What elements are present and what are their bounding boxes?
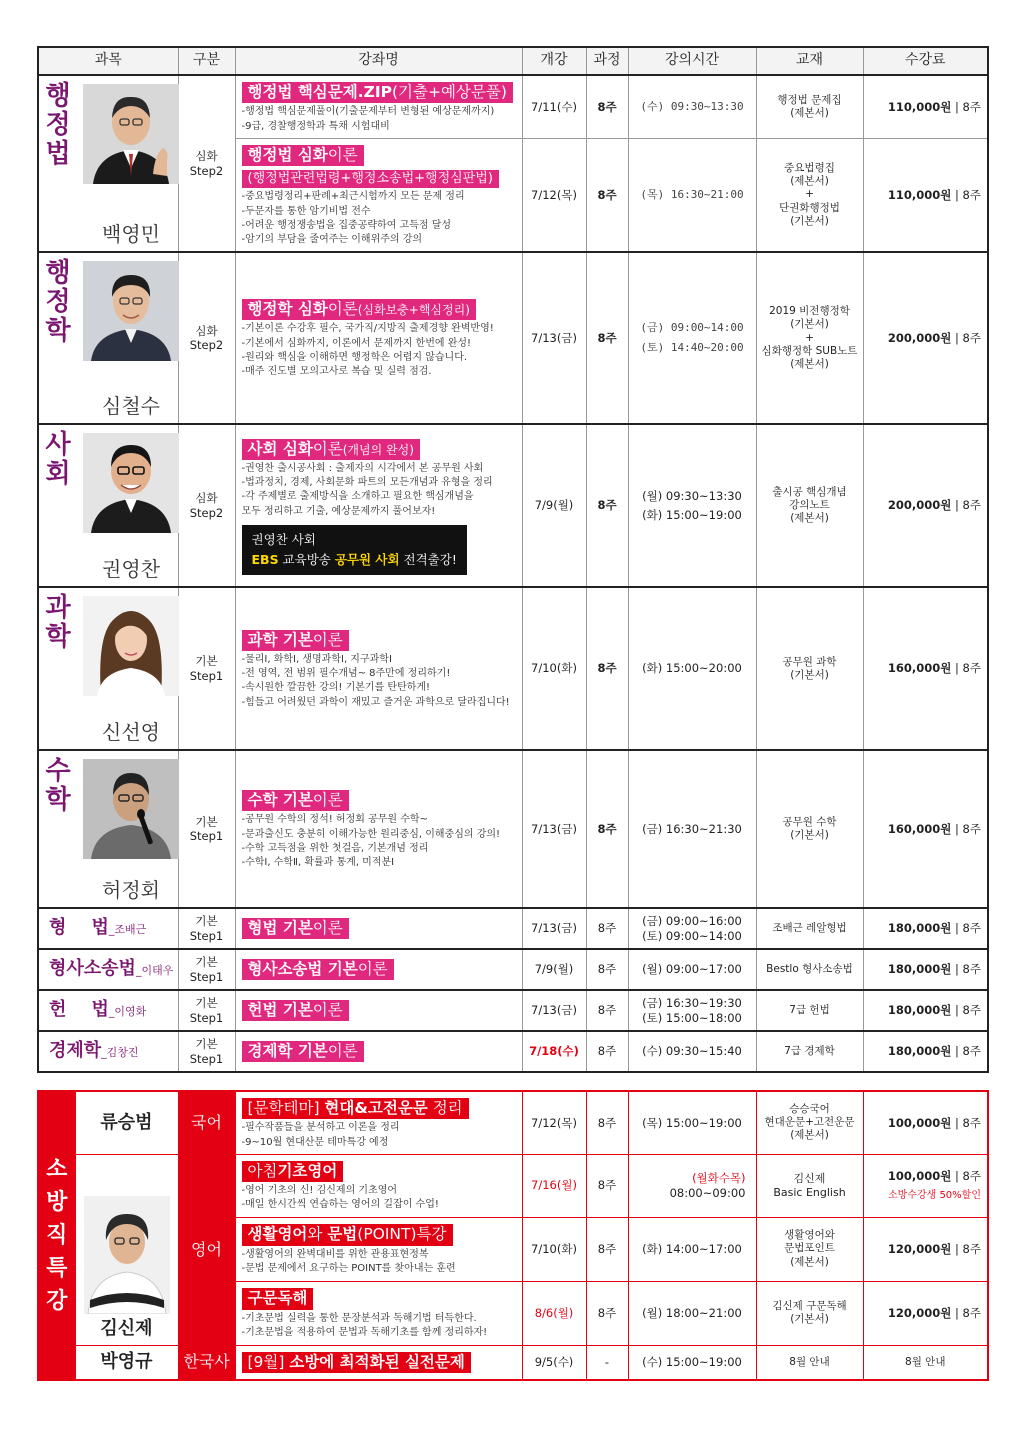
table-row bbox=[38, 908, 988, 949]
course-cell bbox=[235, 1345, 522, 1380]
division-cell: 기본 Step1 bbox=[178, 949, 235, 990]
period: 8주 bbox=[586, 1031, 628, 1072]
teacher-name: 권영찬 bbox=[102, 557, 160, 582]
course-cell bbox=[235, 750, 522, 908]
course-title: 아침기초영어 bbox=[242, 1161, 344, 1182]
fee: 180,000원 | 8주 bbox=[863, 1031, 988, 1072]
fire-special-table bbox=[37, 1090, 989, 1381]
lecture-time: (금) 09:00~16:00 (토) 09:00~14:00 bbox=[628, 908, 756, 949]
period: - bbox=[586, 1345, 628, 1380]
subject-cell bbox=[38, 750, 178, 908]
course-title: 사회 심화이론(개념의 완성) bbox=[242, 439, 420, 460]
lecture-time: (월) 09:00~17:00 bbox=[628, 949, 756, 990]
subject-cell bbox=[38, 75, 178, 252]
subject-title: 행 정 학 bbox=[45, 258, 71, 347]
subject-cell: 경제학_김창진 bbox=[38, 1031, 178, 1072]
lecture-time: (월화수목) 08:00~09:00 bbox=[628, 1154, 756, 1217]
fee: 110,000원 | 8주 bbox=[863, 138, 988, 252]
course-title: 과학 기본이론 bbox=[242, 630, 349, 651]
teacher-cell bbox=[75, 1154, 178, 1345]
period: 8주 bbox=[586, 1091, 628, 1154]
fee: 110,000원 | 8주 bbox=[863, 75, 988, 138]
teacher-photo bbox=[83, 84, 179, 184]
start-date: 7/13(금) bbox=[522, 908, 586, 949]
course-title: [9월] 소방에 최적화된 실전문제 bbox=[242, 1352, 471, 1373]
textbook: 김신제 구문독해 (기본서) bbox=[756, 1281, 863, 1345]
course-title: 행정법 심화이론 bbox=[242, 145, 364, 166]
textbook: 중요법령집 (제본서) + 단권화행정법 (기본서) bbox=[756, 138, 863, 252]
header-course: 강좌명 bbox=[235, 47, 522, 75]
course-description: -생활영어의 완벽대비를 위한 관용표현정복 -문법 문제에서 요구하는 POINT를 찾아내는 훈련 bbox=[241, 1248, 456, 1274]
division-cell: 기본 Step1 bbox=[178, 990, 235, 1031]
start-date: 7/13(금) bbox=[522, 990, 586, 1031]
fee: 180,000원 | 8주 bbox=[863, 990, 988, 1031]
course-cell bbox=[235, 424, 522, 587]
table-row bbox=[38, 587, 988, 750]
textbook: 조배근 레알형법 bbox=[756, 908, 863, 949]
start-date: 7/9(월) bbox=[522, 949, 586, 990]
subject-cell: 형 법_조배근 bbox=[38, 908, 178, 949]
lecture-time: (월) 18:00~21:00 bbox=[628, 1281, 756, 1345]
period: 8주 bbox=[586, 1281, 628, 1345]
period: 8주 bbox=[586, 908, 628, 949]
table-row bbox=[38, 949, 988, 990]
table-row bbox=[38, 990, 988, 1031]
division-cell: 기본 Step1 bbox=[178, 1031, 235, 1072]
subject-cell bbox=[38, 587, 178, 750]
start-date: 7/9(월) bbox=[522, 424, 586, 587]
period: 8주 bbox=[586, 424, 628, 587]
course-cell bbox=[235, 587, 522, 750]
division-cell: 기본 Step1 bbox=[178, 750, 235, 908]
division-cell: 기본 Step1 bbox=[178, 908, 235, 949]
course-title: 행정학 심화이론(심화보충+핵심정리) bbox=[242, 299, 476, 320]
teacher-name: 심철수 bbox=[102, 394, 160, 419]
course-title: 구문독해 bbox=[242, 1288, 314, 1309]
course-cell bbox=[235, 1154, 522, 1217]
start-date: 9/5(수) bbox=[522, 1345, 586, 1380]
division-cell: 심화 Step2 bbox=[178, 424, 235, 587]
course-description: -기본이론 수강후 필수, 국가직/지방직 출제경향 완벽반영! -기본에서 심화까지, 이론에서 문제까지 한번에 완성! -원리와 핵심을 이해하면 행정학은 어렵지 않습니다. -매주 진도별 모의고사로 복습 및 실력 점검. bbox=[241, 323, 494, 377]
lecture-time: (금) 16:30~21:30 bbox=[628, 750, 756, 908]
textbook: 2019 비전행정학 (기본서) + 심화행정학 SUB노트 (제본서) bbox=[756, 252, 863, 424]
subject-title: 과 학 bbox=[45, 593, 71, 653]
course-description: -공무원 수학의 정석! 허정회 공무원 수학~ -문과출신도 충분히 이해가능한 원리중심, 이해중심의 강의! -수학 고득점을 위한 첫걸음, 기본개념 정리 -수학Ⅰ, 수학Ⅱ, 확률과 통계, 미적분Ⅰ bbox=[241, 814, 501, 868]
period: 8주 bbox=[586, 252, 628, 424]
start-date: 7/18(수) bbox=[522, 1031, 586, 1072]
textbook: Bestlo 형사소송법 bbox=[756, 949, 863, 990]
textbook: 출시공 핵심개념 강의노트 (제본서) bbox=[756, 424, 863, 587]
start-date: 7/16(월) bbox=[522, 1154, 586, 1217]
textbook: 공무원 과학 (기본서) bbox=[756, 587, 863, 750]
teacher-name: 박영규 bbox=[75, 1345, 178, 1380]
course-cell bbox=[235, 1091, 522, 1154]
course-description: -중요법령정리+판례+최근시험까지 모든 문제 정리 -두문자를 통한 암기비법 전수 -어려운 행정쟁송법을 집중공략하여 고득점 달성 -암기의 부담을 줄여주는 이해위주의 강의 bbox=[241, 191, 465, 245]
course-description: -필수작품들을 분석하고 이론을 정리 -9~10월 현대산문 테마특강 예정 bbox=[241, 1122, 400, 1148]
ebs-banner: 권영찬 사회 EBS 교육방송 공무원 사회 전격출강! bbox=[242, 525, 467, 575]
period: 8주 bbox=[586, 990, 628, 1031]
start-date: 7/11(수) bbox=[522, 75, 586, 138]
header-division: 구분 bbox=[178, 47, 235, 75]
course-cell bbox=[235, 252, 522, 424]
course-description: -행정법 핵심문제풀이(기출문제부터 변형된 예상문제까지) -9급, 경찰행정학과 특채 시험대비 bbox=[241, 106, 495, 132]
textbook: 7급 헌법 bbox=[756, 990, 863, 1031]
start-date: 7/10(화) bbox=[522, 587, 586, 750]
textbook: 행정법 문제집 (제본서) bbox=[756, 75, 863, 138]
lecture-time: (수) 15:00~19:00 bbox=[628, 1345, 756, 1380]
subject-cell bbox=[38, 252, 178, 424]
fire-side-label: 소 방 직 특 강 bbox=[38, 1091, 75, 1380]
period: 8주 bbox=[586, 949, 628, 990]
teacher-name: 허정회 bbox=[102, 878, 160, 903]
fee: 100,000원 | 8주 소방수강생 50%할인 bbox=[863, 1154, 988, 1217]
lecture-time: (금) 16:30~19:30 (토) 15:00~18:00 bbox=[628, 990, 756, 1031]
table-row bbox=[38, 1154, 988, 1217]
fee: 180,000원 | 8주 bbox=[863, 949, 988, 990]
teacher-name: 신선영 bbox=[102, 720, 160, 745]
category-cell: 국어 bbox=[178, 1091, 235, 1154]
course-cell bbox=[235, 138, 522, 252]
table-row bbox=[38, 424, 988, 587]
division-cell: 심화 Step2 bbox=[178, 252, 235, 424]
course-title: 경제학 기본이론 bbox=[242, 1041, 364, 1062]
lecture-time: (금) 09:00~14:00 (토) 14:40~20:00 bbox=[628, 252, 756, 424]
category-cell: 영어 bbox=[178, 1154, 235, 1345]
start-date: 7/12(목) bbox=[522, 138, 586, 252]
course-title: 행정법 핵심문제.ZIP(기출+예상문풀) bbox=[242, 82, 513, 103]
period: 8주 bbox=[586, 1217, 628, 1281]
teacher-name: 김신제 bbox=[100, 1318, 153, 1339]
course-cell bbox=[235, 75, 522, 138]
lecture-time: (수) 09:30~15:40 bbox=[628, 1031, 756, 1072]
textbook: 승승국어 현대운문+고전운문 (제본서) bbox=[756, 1091, 863, 1154]
division-cell: 심화 Step2 bbox=[178, 75, 235, 252]
course-cell bbox=[235, 908, 522, 949]
teacher-photo bbox=[83, 433, 179, 533]
fee: 100,000원 | 8주 bbox=[863, 1091, 988, 1154]
course-title: [문학테마] 현대&고전운문 정리 bbox=[242, 1098, 469, 1119]
start-date: 7/13(금) bbox=[522, 750, 586, 908]
table-row bbox=[38, 1031, 988, 1072]
course-description: -물리Ⅰ, 화학Ⅰ, 생명과학Ⅰ, 지구과학Ⅰ -전 영역, 전 범위 필수개념~ 8주만에 정리하기! -속시원한 깔끔한 강의! 기본기를 탄탄하게! -힘들고 어려웠던 과학이 재밌고 즐거운 과학으로 달라집니다! bbox=[241, 653, 510, 708]
lecture-time: (화) 14:00~17:00 bbox=[628, 1217, 756, 1281]
period: 8주 bbox=[586, 138, 628, 252]
table-row bbox=[38, 252, 988, 424]
textbook: 공무원 수학 (기본서) bbox=[756, 750, 863, 908]
period: 8주 bbox=[586, 750, 628, 908]
teacher-photo bbox=[83, 596, 179, 696]
teacher-name: 류승범 bbox=[75, 1091, 178, 1154]
start-date: 8/6(월) bbox=[522, 1281, 586, 1345]
teacher-photo bbox=[83, 261, 179, 361]
header-period: 과정 bbox=[586, 47, 628, 75]
lecture-time: (화) 15:00~20:00 bbox=[628, 587, 756, 750]
period: 8주 bbox=[586, 1154, 628, 1217]
course-cell bbox=[235, 990, 522, 1031]
lecture-time: (목) 15:00~19:00 bbox=[628, 1091, 756, 1154]
fee: 120,000원 | 8주 bbox=[863, 1217, 988, 1281]
fee: 200,000원 | 8주 bbox=[863, 252, 988, 424]
textbook: 김신제 Basic English bbox=[756, 1154, 863, 1217]
header-start: 개강 bbox=[522, 47, 586, 75]
course-description: -기초문법 실력을 통한 문장분석과 독해기법 터득한다. -기초문법을 적용하여 문법과 독해기초를 함께 정리하자! bbox=[241, 1312, 488, 1338]
table-row bbox=[38, 75, 988, 138]
course-title: 형사소송법 기본이론 bbox=[242, 959, 394, 980]
teacher-name: 백영민 bbox=[102, 222, 160, 247]
table-row bbox=[38, 750, 988, 908]
start-date: 7/12(목) bbox=[522, 1091, 586, 1154]
subject-cell bbox=[38, 424, 178, 587]
subject-title: 사 회 bbox=[45, 430, 71, 490]
subject-title: 행 정 법 bbox=[45, 81, 71, 170]
textbook: 7급 경제학 bbox=[756, 1031, 863, 1072]
header-subject: 과목 bbox=[38, 47, 178, 75]
fee: 8월 안내 bbox=[863, 1345, 988, 1380]
course-cell bbox=[235, 949, 522, 990]
category-cell: 한국사 bbox=[178, 1345, 235, 1380]
subject-title: 수 학 bbox=[45, 756, 71, 816]
period: 8주 bbox=[586, 75, 628, 138]
fee: 200,000원 | 8주 bbox=[863, 424, 988, 587]
header-fee: 수강료 bbox=[863, 47, 988, 75]
fee: 160,000원 | 8주 bbox=[863, 587, 988, 750]
course-cell bbox=[235, 1217, 522, 1281]
header-book: 교재 bbox=[756, 47, 863, 75]
lecture-time: (목) 16:30~21:00 bbox=[628, 138, 756, 252]
subject-cell: 헌 법_이영화 bbox=[38, 990, 178, 1031]
teacher-photo bbox=[84, 1196, 170, 1314]
teacher-photo bbox=[83, 759, 179, 859]
textbook: 8월 안내 bbox=[756, 1345, 863, 1380]
fee: 120,000원 | 8주 bbox=[863, 1281, 988, 1345]
course-schedule-table bbox=[37, 46, 989, 1073]
discount-note: 소방수강생 50%할인 bbox=[887, 1189, 981, 1201]
start-date: 7/13(금) bbox=[522, 252, 586, 424]
textbook: 생활영어와 문법포인트 (제본서) bbox=[756, 1217, 863, 1281]
subject-cell: 형사소송법_이태우 bbox=[38, 949, 178, 990]
course-title: 형법 기본이론 bbox=[242, 918, 349, 939]
course-cell bbox=[235, 1281, 522, 1345]
fee: 160,000원 | 8주 bbox=[863, 750, 988, 908]
course-title: 생활영어와 문법(POINT)특강 bbox=[242, 1224, 453, 1245]
fee: 180,000원 | 8주 bbox=[863, 908, 988, 949]
lecture-time: (수) 09:30~13:30 bbox=[628, 75, 756, 138]
table-row bbox=[38, 1345, 988, 1380]
course-title: 헌법 기본이론 bbox=[242, 1000, 349, 1021]
period: 8주 bbox=[586, 587, 628, 750]
header-time: 강의시간 bbox=[628, 47, 756, 75]
course-description: -권영찬 출시공사회 : 출제자의 시각에서 본 공무원 사회 -법과정치, 경제, 사회문화 파트의 모든개념과 유형을 정리 -각 주제별로 출제방식을 소개하고 필요한 핵심개념을 모두 정리하고 기출, 예상문제까지 풀어보자! bbox=[241, 462, 493, 517]
course-subtitle: (행정법관련법령+행정소송법+행정심판법) bbox=[242, 170, 499, 188]
course-title: 수학 기본이론 bbox=[242, 790, 349, 811]
division-cell: 기본 Step1 bbox=[178, 587, 235, 750]
course-description: -영어 기초의 신! 김신제의 기초영어 -매일 한시간씩 연습하는 영어의 길잡이 수업! bbox=[241, 1185, 439, 1211]
header-row bbox=[38, 47, 988, 75]
lecture-time: (월) 09:30~13:30 (화) 15:00~19:00 bbox=[628, 424, 756, 587]
course-cell bbox=[235, 1031, 522, 1072]
table-row bbox=[38, 1091, 988, 1154]
start-date: 7/10(화) bbox=[522, 1217, 586, 1281]
